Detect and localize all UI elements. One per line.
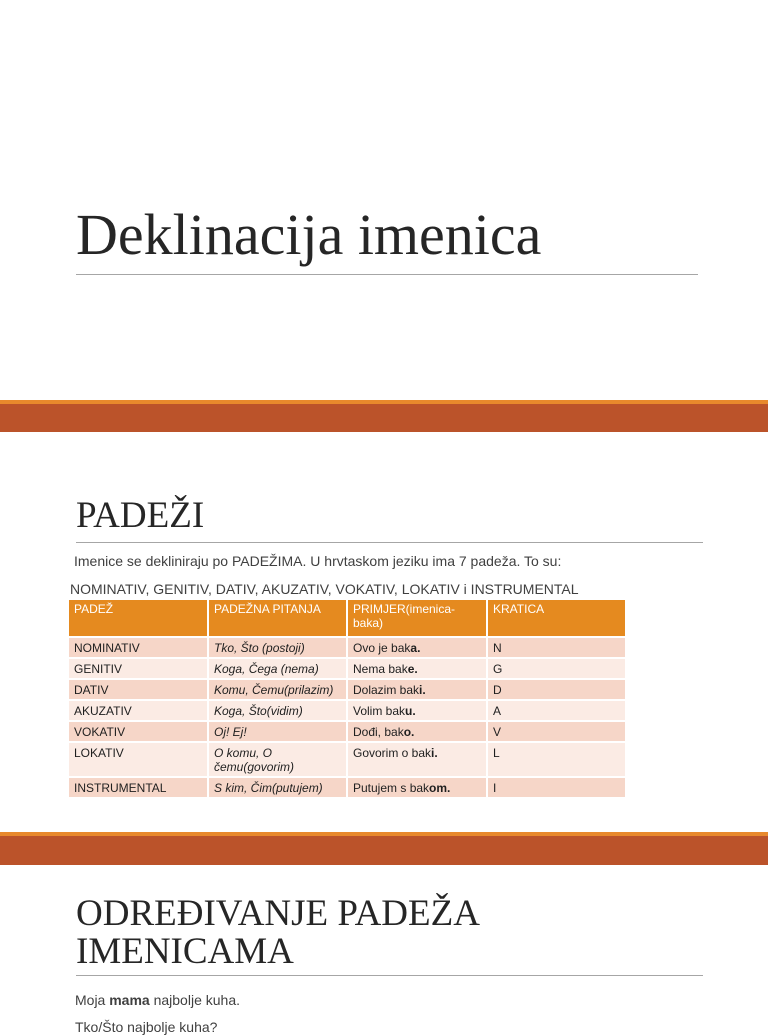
table-row (69, 679, 626, 700)
slide-divider-2 (0, 832, 768, 865)
header-case: PADEŽ (69, 600, 208, 637)
example-noun: mama (109, 992, 150, 1008)
table-row (69, 777, 626, 797)
header-question: PADEŽNA PITANJA (208, 600, 347, 637)
cell-question: O komu, O čemu(govorim) (208, 742, 347, 777)
padezi-intro: Imenice se dekliniraju po PADEŽIMA. U hrvtaskom jeziku ima 7 padeža. To su: (74, 553, 562, 569)
cell-abbr: G (487, 658, 626, 679)
cell-case: LOKATIV (69, 742, 208, 777)
case-ending: u (405, 704, 413, 718)
cell-case: NOMINATIV (69, 637, 208, 658)
cell-question: S kim, Čim(putujem) (208, 777, 347, 797)
cell-example: Govorim o baki. (347, 742, 487, 777)
cell-abbr: V (487, 721, 626, 742)
cell-abbr: L (487, 742, 626, 777)
case-ending: i (431, 746, 435, 760)
cell-case: VOKATIV (69, 721, 208, 742)
case-ending: i (419, 683, 423, 697)
cell-abbr: I (487, 777, 626, 797)
cell-example: Volim baku. (347, 700, 487, 721)
table-row (69, 700, 626, 721)
cell-question: Koga, Čega (nema) (208, 658, 347, 679)
table-header-row (69, 600, 626, 637)
slide-title-text: Deklinacija imenica (76, 202, 542, 267)
cell-example: Putujem s bakom. (347, 777, 487, 797)
case-ending: e (407, 662, 415, 676)
table-row (69, 742, 626, 777)
cell-case: DATIV (69, 679, 208, 700)
padezi-underline (76, 542, 703, 543)
cell-abbr: N (487, 637, 626, 658)
cell-abbr: D (487, 679, 626, 700)
case-ending: o (403, 725, 412, 739)
cell-case: GENITIV (69, 658, 208, 679)
cell-example: Dođi, bako. (347, 721, 487, 742)
cell-example: Dolazim baki. (347, 679, 487, 700)
cell-example: Nema bake. (347, 658, 487, 679)
cell-abbr: A (487, 700, 626, 721)
header-example: PRIMJER(imenica-baka) (347, 600, 487, 637)
cell-question: Tko, Što (postoji) (208, 637, 347, 658)
cell-question: Koga, Što(vidim) (208, 700, 347, 721)
cell-example: Ovo je baka. (347, 637, 487, 658)
slide-title (0, 0, 768, 400)
cell-question: Oj! Ej! (208, 721, 347, 742)
padezi-heading: PADEŽI (76, 495, 205, 536)
cell-case: AKUZATIV (69, 700, 208, 721)
table-row (69, 721, 626, 742)
example-question: Tko/Što najbolje kuha? (75, 1019, 218, 1035)
odredjivanje-heading: ODREĐIVANJE PADEŽA IMENICAMA (76, 893, 480, 972)
example-sentence: Moja mama najbolje kuha. (75, 992, 240, 1008)
title-underline (76, 274, 698, 275)
padezi-list: NOMINATIV, GENITIV, DATIV, AKUZATIV, VOKATIV, LOKATIV i INSTRUMENTAL (70, 581, 579, 597)
slide-divider-1 (0, 400, 768, 432)
cell-case: INSTRUMENTAL (69, 777, 208, 797)
header-abbr: KRATICA (487, 600, 626, 637)
case-ending: a (410, 641, 418, 655)
cell-question: Komu, Čemu(prilazim) (208, 679, 347, 700)
odredjivanje-underline (76, 975, 703, 976)
table-row (69, 658, 626, 679)
cases-table (69, 600, 627, 797)
case-ending: om (429, 781, 448, 795)
table-row (69, 637, 626, 658)
